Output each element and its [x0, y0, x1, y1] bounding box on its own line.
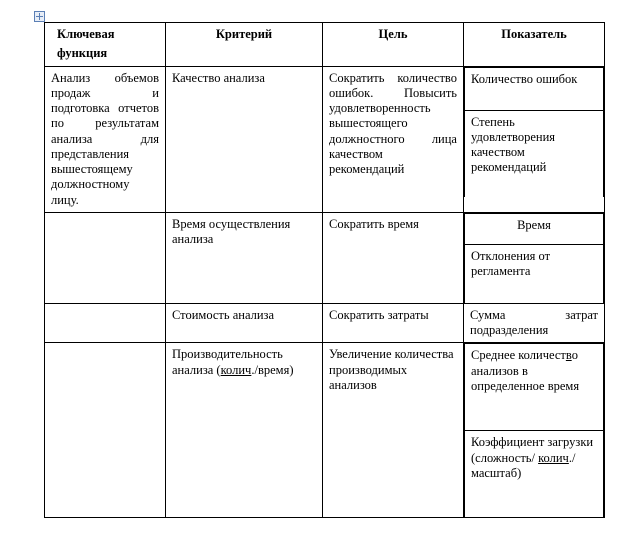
cell-goal-1: Сократить количество ошибок. Повысить удовлетворенность вышестоящего должностного лица качеством рекомендаций	[323, 66, 464, 212]
cell-goal-2: Сократить время	[323, 212, 464, 303]
cell-criterion-1: Качество анализа	[166, 66, 323, 212]
cell-function-3	[45, 303, 166, 343]
table-row	[45, 303, 605, 343]
cell-indicator-2	[464, 212, 605, 303]
indicator-item: Количество ошибок	[465, 67, 604, 110]
criteria-table	[44, 22, 605, 518]
table-header-row	[45, 23, 605, 67]
indicator-item: Степень удовлетворения качеством рекомендаций	[465, 110, 604, 197]
cell-indicator-4	[464, 343, 605, 518]
header-cell-indicator: Показатель	[464, 23, 605, 67]
indicator-item: Время	[465, 213, 604, 244]
indicator-list-1	[464, 67, 604, 197]
header-cell-criterion: Критерий	[166, 23, 323, 67]
underlined-term: колич	[538, 450, 569, 465]
cell-criterion-3: Стоимость анализа	[166, 303, 323, 343]
header-function-line2: функция	[57, 46, 108, 61]
cell-criterion-2: Время осуществления анализа	[166, 212, 323, 303]
underlined-term: колич	[220, 362, 252, 377]
table-row	[45, 212, 605, 303]
indicator-list-2	[464, 213, 604, 303]
cell-criterion-4: Производительность анализа (колич./время)	[166, 343, 323, 518]
cell-goal-3: Сократить затраты	[323, 303, 464, 343]
cell-goal-4: Увеличение количества производимых анализов	[323, 343, 464, 518]
table-move-handle[interactable]	[34, 11, 45, 22]
header-function-line1: Ключевая	[57, 27, 115, 41]
indicator-item: Среднее количество анализов в определенное время	[465, 344, 604, 431]
cell-indicator-1	[464, 66, 605, 212]
indicator-list-4	[464, 343, 604, 517]
cell-indicator-3: Сумма затрат подразделения	[464, 303, 605, 343]
indicator-item: Коэффициент загрузки (сложность/ колич./масштаб)	[465, 431, 604, 518]
header-cell-function	[45, 23, 166, 67]
cell-function-2	[45, 212, 166, 303]
indicator-item: Отклонения от регламента	[465, 244, 604, 303]
underlined-term: в	[565, 348, 572, 363]
table-row	[45, 66, 605, 212]
cell-function-1: Анализ объемов продаж и подготовка отчетов по результатам анализа для представления вышестоящему должностному лицу.	[45, 66, 166, 212]
header-cell-goal: Цель	[323, 23, 464, 67]
cell-function-4	[45, 343, 166, 518]
table-row	[45, 343, 605, 518]
